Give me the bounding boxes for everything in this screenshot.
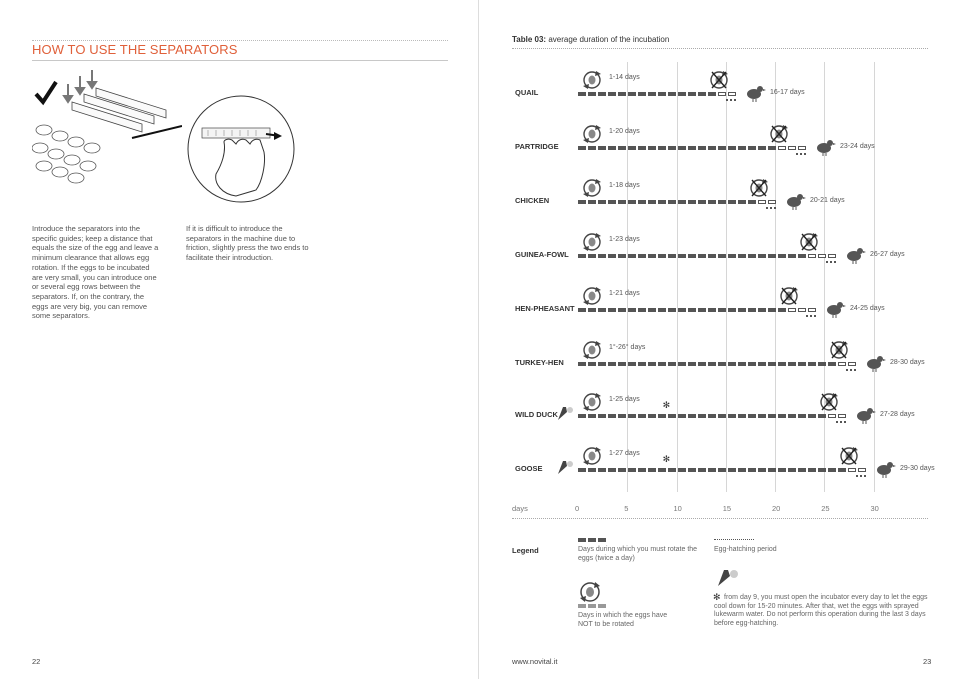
stop-rotation-icon [708, 68, 730, 92]
legend-spray-text: from day 9, you must open the incubator every day to let the eggs cool down for 15-20 minutes. After that, wet the eggs with sprayed lukewarm water. Do not perform this operation during the last 3 days before egg-hatching. [714, 594, 928, 627]
right-page [480, 0, 959, 679]
hand-press-illustration [186, 94, 296, 204]
no-rotate-bar [838, 362, 856, 366]
no-rotate-bar [808, 254, 836, 258]
rotate-duration: 1-18 days [609, 182, 640, 189]
axis-tick-label: 15 [722, 504, 732, 513]
rotate-bar [578, 468, 846, 472]
stop-rotation-icon [828, 338, 850, 362]
hatch-duration: 29-30 days [900, 465, 935, 472]
axis-tick-label: 10 [673, 504, 682, 513]
separator-plates [72, 88, 166, 132]
stop-rotation-icon [748, 176, 770, 200]
spray-icon [714, 566, 740, 590]
hatch-duration: 23-24 days [840, 143, 875, 150]
no-rotate-bar [758, 200, 776, 204]
row-label: GOOSE [515, 464, 543, 473]
hatch-period-marker [766, 207, 776, 209]
egg-rows [32, 125, 100, 183]
legend-rotate-text: Days during which you must rotate the eggs (twice a day) [578, 546, 698, 562]
axis-rule [512, 518, 928, 519]
bird-icon [814, 138, 836, 156]
rotate-bar [578, 308, 786, 312]
rotate-bar [578, 92, 716, 96]
axis-label: days [512, 504, 528, 513]
rotate-bar [578, 362, 836, 366]
axis-tick-label: 25 [821, 504, 830, 513]
rotate-duration: 1-27 days [609, 450, 640, 457]
row-label: PARTRIDGE [515, 142, 559, 151]
grid-line [627, 62, 628, 492]
stop-rotation-icon [818, 390, 840, 414]
legend-no-rotate-swatch [578, 604, 606, 608]
bird-icon [844, 246, 866, 264]
rotate-eggs-icon [581, 230, 603, 254]
rotate-eggs-icon [581, 338, 603, 362]
hatch-period-marker [726, 99, 736, 101]
no-rotate-bar [848, 468, 866, 472]
no-rotate-bar [778, 146, 806, 150]
instructions-paragraph-1: Introduce the separators into the specific guides; keep a distance that equals the size of the egg and leave a minimum clearance that allows egg rotation. If the eggs to be incubated are very small, you can introduce one or several egg rows between the separators. If, on the contrary, the eggs are very big, you can remove some separators. [32, 224, 159, 321]
asterisk-icon: ✻ [662, 454, 671, 464]
hatch-period-marker [796, 153, 806, 155]
no-rotate-bar [718, 92, 736, 96]
rotate-eggs-icon [578, 578, 602, 606]
page-number-left: 22 [32, 657, 41, 666]
hatch-duration: 28-30 days [890, 359, 925, 366]
hatch-period-marker [806, 315, 816, 317]
title-rule-top [32, 40, 448, 41]
hatch-duration: 16-17 days [770, 89, 805, 96]
left-page [0, 0, 479, 679]
hatch-duration: 27-28 days [880, 411, 915, 418]
bird-icon [784, 192, 806, 210]
grid-line [874, 62, 875, 492]
hatch-duration: 20-21 days [810, 197, 845, 204]
bird-icon [864, 354, 886, 372]
asterisk-icon: ✻ [713, 592, 721, 602]
check-icon [36, 82, 56, 102]
spray-icon [556, 458, 574, 476]
axis-tick-label: 20 [772, 504, 781, 513]
legend-no-rotate-text: Days in which the eggs have NOT to be rotated [578, 612, 668, 628]
rotate-bar [578, 254, 806, 258]
footer-url[interactable]: www.novital.it [512, 657, 558, 666]
stop-rotation-icon [798, 230, 820, 254]
separators-illustration [32, 68, 182, 193]
rotate-eggs-icon [581, 444, 603, 468]
title-rule-bottom [32, 60, 448, 61]
rotate-eggs-icon [581, 68, 603, 92]
page-title: HOW TO USE THE SEPARATORS [32, 42, 238, 57]
hatch-period-marker [836, 421, 846, 423]
stop-rotation-icon [838, 444, 860, 468]
page-number-right: 23 [923, 657, 932, 666]
row-label: QUAIL [515, 88, 539, 97]
stop-rotation-icon [778, 284, 800, 308]
bird-icon [874, 460, 896, 478]
rotate-eggs-icon [581, 284, 603, 308]
rotate-duration: 1-14 days [609, 74, 640, 81]
hatch-period-marker [846, 369, 856, 371]
instructions-paragraph-2: If it is difficult to introduce the separators in the machine due to friction, slightly press the two ends to facilitate their introduction. [186, 224, 309, 263]
rotate-eggs-icon [581, 390, 603, 414]
hatch-duration: 26-27 days [870, 251, 905, 258]
grid-line [824, 62, 825, 492]
rotate-bar [578, 146, 776, 150]
bird-icon [854, 406, 876, 424]
rotate-eggs-icon [581, 122, 603, 146]
rotate-duration: 1-23 days [609, 236, 640, 243]
stop-rotation-icon [768, 122, 790, 146]
row-label: GUINEA-FOWL [515, 250, 569, 259]
rotate-duration: 1°-26° days [609, 344, 646, 351]
legend-hatch-swatch [714, 539, 754, 540]
hatch-period-marker [826, 261, 836, 263]
bird-icon [824, 300, 846, 318]
grid-line [726, 62, 727, 492]
asterisk-icon: ✻ [662, 400, 671, 410]
rotate-duration: 1-25 days [609, 396, 640, 403]
table-title: Table 03: average duration of the incubation [512, 35, 670, 44]
rotate-bar [578, 200, 756, 204]
bird-icon [744, 84, 766, 102]
axis-tick-label: 0 [575, 504, 580, 513]
grid-line [677, 62, 678, 492]
legend-hatching-text: Egg-hatching period [714, 546, 777, 553]
rotate-bar [578, 414, 826, 418]
rotate-eggs-icon [581, 176, 603, 200]
hatch-duration: 24-25 days [850, 305, 885, 312]
row-label: WILD DUCK [515, 410, 558, 419]
rotate-duration: 1-21 days [609, 290, 640, 297]
rotate-duration: 1-20 days [609, 128, 640, 135]
axis-tick-label: 5 [624, 504, 629, 513]
spray-icon [556, 404, 574, 422]
hatch-period-marker [856, 475, 866, 477]
row-label: TURKEY-HEN [515, 358, 564, 367]
row-label: CHICKEN [515, 196, 550, 205]
no-rotate-bar [788, 308, 816, 312]
legend-rotate-swatch [578, 538, 606, 542]
row-label: HEN-PHEASANT [515, 304, 575, 313]
legend-title: Legend [512, 546, 539, 555]
axis-tick-label: 30 [870, 504, 879, 513]
no-rotate-bar [828, 414, 846, 418]
